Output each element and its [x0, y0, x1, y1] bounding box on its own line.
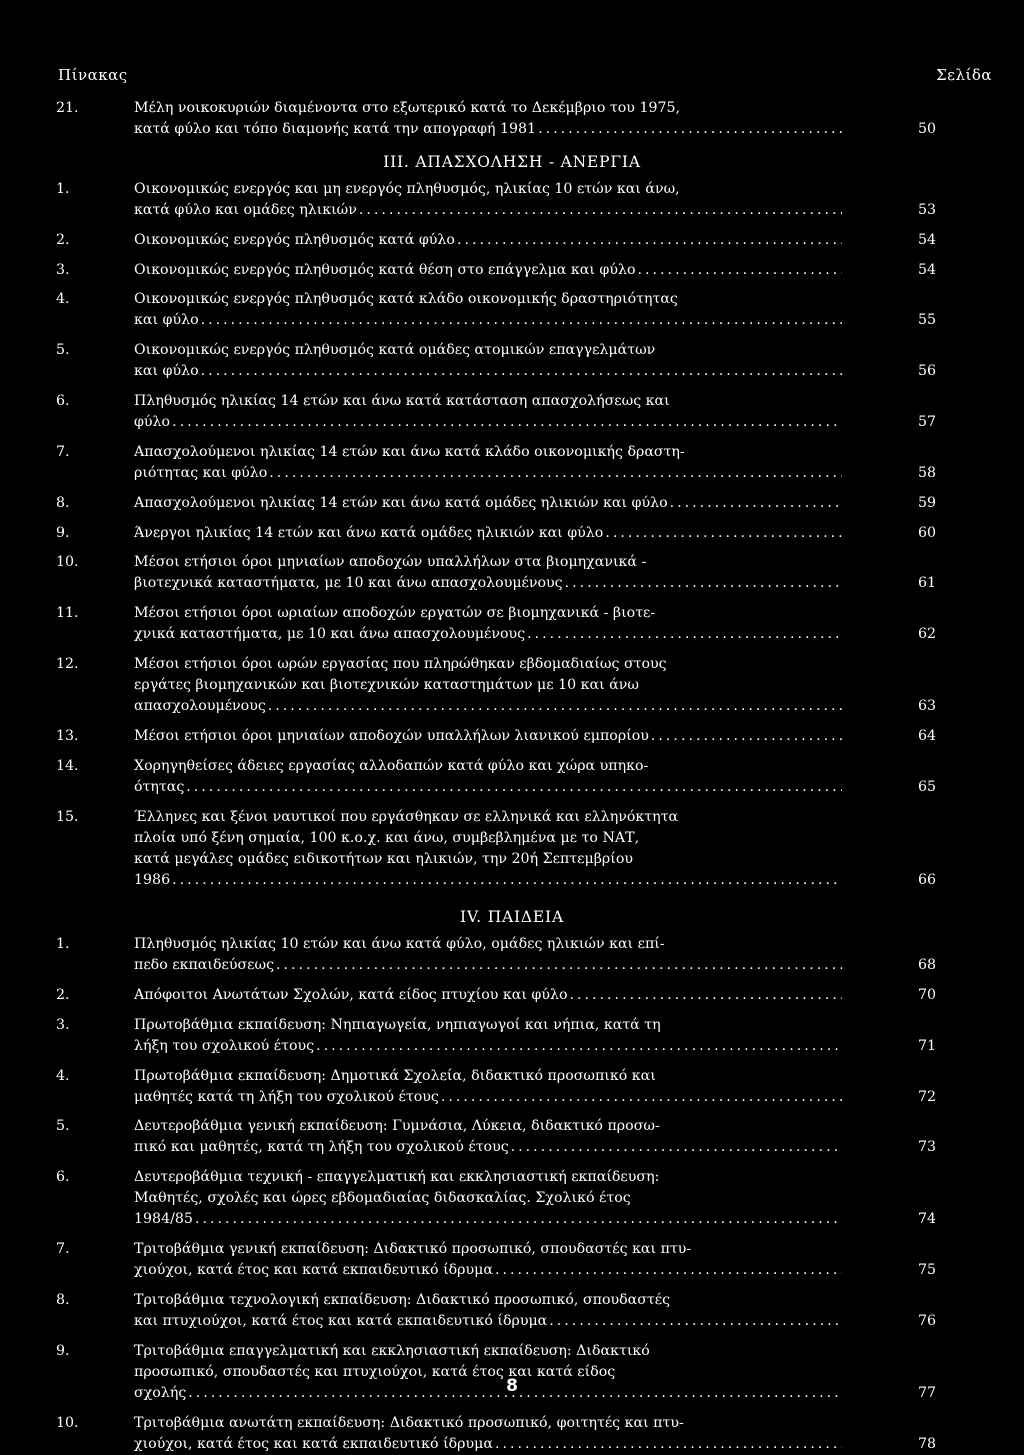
- entry-title: [134, 1015, 842, 1057]
- entry-page-number: 58: [917, 464, 936, 481]
- entry-title: [134, 493, 842, 514]
- entry-title-line: Έλληνες και ξένοι ναυτικοί που εργάσθηκαν σε ελληνικά και ελληνόκτητα: [134, 808, 679, 825]
- entry-title-line: Οικονομικώς ενεργός και μη ενεργός πληθυσμός, ηλικίας 10 ετών και άνω,: [134, 180, 680, 197]
- entry-number: 1.: [56, 180, 70, 197]
- entry-title: [134, 289, 842, 331]
- toc-entry: [56, 934, 936, 976]
- entry-number: 21.: [56, 100, 79, 116]
- entry-number: 7.: [56, 1241, 70, 1258]
- toc-entry: [56, 289, 936, 331]
- page-number: 8: [506, 1376, 518, 1396]
- entry-number: 4.: [56, 291, 70, 308]
- entry-page-number: 53: [917, 201, 936, 218]
- entry-title-line: Απόφοιτοι Ανωτάτων Σχολών, κατά είδος πτυχίου και φύλο: [134, 986, 568, 1003]
- entry-number: 8.: [56, 494, 70, 511]
- section-title-education: IV. ΠΑΙΔΕΙΑ: [460, 908, 564, 926]
- entry-title-line: και φύλο: [134, 363, 199, 380]
- toc-entry: [56, 179, 936, 221]
- entry-title-line: βιοτεχνικά καταστήματα, με 10 και άνω απασχολουμένους: [134, 575, 563, 592]
- entry-title-line: Οικονομικώς ενεργός πληθυσμός κατά ομάδες ατομικών επαγγελμάτων: [134, 342, 656, 359]
- entry-title-line: Μέλη νοικοκυριών διαμένοντα στο εξωτερικό κατά το Δεκέμβριο του 1975,: [134, 100, 681, 116]
- entry-number: 3.: [56, 1016, 70, 1033]
- entry-page-number: 65: [917, 778, 936, 795]
- dot-leader: [670, 493, 842, 514]
- entry-title-line: Τριτοβάθμια τεχνολογική εκπαίδευση: Διδακτικό προσωπικό, σπουδαστές: [134, 1292, 671, 1309]
- entry-number: 9.: [56, 524, 70, 541]
- dot-leader: [195, 1209, 842, 1230]
- toc-entry: [56, 603, 936, 645]
- entry-page-number: 73: [917, 1139, 936, 1156]
- entry-page-number: 68: [917, 957, 936, 973]
- entry-title-line: πλοία υπό ξένη σημαία, 100 κ.ο.χ. και άνω, συμβεβλημένα με το ΝΑΤ,: [134, 829, 640, 846]
- dot-leader: [268, 696, 842, 717]
- entry-page-number: 76: [917, 1313, 936, 1330]
- entry-title-line: Οικονομικώς ενεργός πληθυσμός κατά κλάδο οικονομικής δραστηριότητας: [134, 291, 678, 308]
- entry-title-line: Πληθυσμός ηλικίας 10 ετών και άνω κατά φύλο, ομάδες ηλικιών και επί-: [134, 936, 665, 952]
- entry-title: [134, 230, 842, 251]
- toc-entry: [56, 1239, 936, 1281]
- entry-title-line: κατά μεγάλες ομάδες ειδικοτήτων και ηλικιών, την 20ή Σεπτεμβρίου: [134, 850, 633, 867]
- dot-leader: [495, 1260, 842, 1281]
- dot-leader: [527, 624, 842, 645]
- entry-title-line: προσωπικό, σπουδαστές και πτυχιούχοι, κατά έτος και κατά είδος: [134, 1364, 616, 1381]
- entry-title: [134, 934, 842, 976]
- toc-entry: [56, 654, 936, 717]
- header-page-label: Σελίδα: [936, 66, 992, 84]
- dot-leader: [638, 260, 842, 281]
- entry-number: 14.: [56, 757, 79, 774]
- dot-leader: [186, 777, 842, 798]
- entry-title: [134, 523, 842, 544]
- entry-title-line: Μέσοι ετήσιοι όροι ωριαίων αποδοχών εργατών σε βιομηχανικά - βιοτε-: [134, 605, 656, 622]
- toc-entry: [56, 1167, 936, 1230]
- entry-title-line: χιούχοι, κατά έτος και κατά εκπαιδευτικό ίδρυμα: [134, 1436, 493, 1453]
- entry-number: 13.: [56, 728, 79, 745]
- entry-title-line: πικό και μαθητές, κατά τη λήξη του σχολικού έτους: [134, 1139, 509, 1156]
- toc-entry: [56, 442, 936, 484]
- entry-title-line: Απασχολούμενοι ηλικίας 14 ετών και άνω κατά ομάδες ηλικιών και φύλο: [134, 494, 668, 511]
- entry-title-line: Πρωτοβάθμια εκπαίδευση: Νηπιαγωγεία, νηπιαγωγοί και νήπια, κατά τη: [134, 1016, 661, 1033]
- entry-page-number: 63: [917, 698, 936, 714]
- toc-entry: [56, 1413, 936, 1455]
- entry-title-line: φύλο: [134, 414, 171, 430]
- dot-leader: [538, 119, 842, 140]
- header-table-label: Πίνακας: [58, 66, 128, 84]
- entry-title: [134, 756, 842, 798]
- entry-title-line: Δευτεροβάθμια γενική εκπαίδευση: Γυμνάσια, Λύκεια, διδακτικό προσω-: [134, 1118, 660, 1135]
- entry-title: [134, 1066, 842, 1108]
- entry-title: [134, 442, 842, 484]
- dot-leader: [172, 412, 842, 433]
- toc-entry: [56, 98, 936, 140]
- entry-number: 8.: [56, 1292, 70, 1309]
- entry-page-number: 70: [917, 986, 936, 1003]
- toc-entry: [56, 493, 936, 514]
- entry-page-number: 59: [917, 494, 936, 511]
- toc-entry: [56, 1116, 936, 1158]
- entry-page-number: 64: [917, 728, 936, 745]
- entry-title-line: Χορηγηθείσες άδειες εργασίας αλλοδαπών κατά φύλο και χώρα υπηκο-: [134, 757, 649, 774]
- entry-title-line: ότητας: [134, 778, 185, 795]
- entry-title: [134, 1116, 842, 1158]
- entry-page-number: 74: [917, 1211, 936, 1228]
- entry-title: [134, 654, 842, 717]
- entry-number: 2.: [56, 986, 70, 1003]
- entry-title-line: 1984/85: [134, 1211, 193, 1228]
- entry-page-number: 57: [917, 414, 936, 430]
- entry-number: 7.: [56, 443, 70, 460]
- entry-number: 10.: [56, 554, 79, 571]
- entry-title-line: κατά φύλο και ομάδες ηλικιών: [134, 201, 357, 218]
- entry-title-line: Δευτεροβάθμια τεχνική - επαγγελματική και εκκλησιαστική εκπαίδευση:: [134, 1169, 660, 1186]
- entry-title: [134, 391, 842, 433]
- entry-title-line: μαθητές κατά τη λήξη του σχολικού έτους: [134, 1088, 439, 1105]
- entry-title-line: κατά φύλο και τόπο διαμονής κατά την απογραφή 1981: [134, 121, 537, 137]
- entry-title: [134, 1167, 842, 1230]
- toc-entry: [56, 756, 936, 798]
- dot-leader: [441, 1087, 842, 1108]
- entry-page-number: 50: [917, 121, 936, 137]
- entry-title: [134, 260, 842, 281]
- entry-number: 2.: [56, 231, 70, 248]
- entry-page-number: 75: [917, 1262, 936, 1279]
- toc-entry: [56, 985, 936, 1006]
- toc-entry: [56, 523, 936, 544]
- entry-title-line: 1986: [134, 871, 171, 888]
- dot-leader: [495, 1434, 842, 1455]
- dot-leader: [511, 1137, 842, 1158]
- dot-leader: [172, 870, 842, 891]
- entry-title-line: Μαθητές, σχολές και ώρες εβδομαδιαίας διδασκαλίας. Σχολικό έτος: [134, 1190, 631, 1207]
- dot-leader: [457, 230, 842, 251]
- entry-title-line: εργάτες βιομηχανικών και βιοτεχνικών καταστημάτων με 10 και άνω: [134, 677, 639, 693]
- entry-title: [134, 1413, 842, 1455]
- entry-number: 10.: [56, 1415, 79, 1432]
- entry-number: 5.: [56, 342, 70, 359]
- entry-title-line: Οικονομικώς ενεργός πληθυσμός κατά θέση στο επάγγελμα και φύλο: [134, 261, 636, 278]
- dot-leader: [359, 200, 842, 221]
- dot-leader: [570, 985, 843, 1006]
- toc-entry: [56, 340, 936, 382]
- entry-page-number: 62: [917, 626, 936, 643]
- entry-title-line: Οικονομικώς ενεργός πληθυσμός κατά φύλο: [134, 231, 455, 248]
- entry-title: [134, 98, 842, 140]
- toc-entry: [56, 230, 936, 251]
- entry-number: 3.: [56, 261, 70, 278]
- toc-entry: [56, 807, 936, 891]
- entry-number: 11.: [56, 605, 79, 622]
- entry-page-number: 60: [917, 524, 936, 541]
- entry-number: 1.: [56, 936, 70, 952]
- entry-number: 12.: [56, 656, 79, 672]
- entry-title-line: Πληθυσμός ηλικίας 14 ετών και άνω κατά κατάσταση απασχολήσεως και: [134, 393, 670, 409]
- dot-leader: [605, 523, 842, 544]
- entry-title: [134, 340, 842, 382]
- toc-entry: [56, 1290, 936, 1332]
- dot-leader: [201, 310, 842, 331]
- entry-title-line: Πρωτοβάθμια εκπαίδευση: Δημοτικά Σχολεία, διδακτικό προσωπικό και: [134, 1067, 656, 1084]
- entry-title-line: χιούχοι, κατά έτος και κατά εκπαιδευτικό ίδρυμα: [134, 1262, 493, 1279]
- dot-leader: [269, 463, 842, 484]
- toc-entry: [56, 1015, 936, 1057]
- entry-title-line: Άνεργοι ηλικίας 14 ετών και άνω κατά ομάδες ηλικιών και φύλο: [134, 524, 604, 541]
- entry-title-line: Μέσοι ετήσιοι όροι ωρών εργασίας που πληρώθηκαν εβδομαδιαίως στους: [134, 656, 667, 672]
- entry-number: 5.: [56, 1118, 70, 1135]
- entry-title: [134, 1290, 842, 1332]
- entry-title-line: Τριτοβάθμια επαγγελματική και εκκλησιαστική εκπαίδευση: Διδακτικό: [134, 1343, 650, 1360]
- entry-title: [134, 603, 842, 645]
- entry-page-number: 54: [917, 231, 936, 248]
- entry-title-line: απασχολουμένους: [134, 698, 266, 714]
- entry-number: 15.: [56, 808, 79, 825]
- toc-entry: [56, 260, 936, 281]
- section-title-employment: III. ΑΠΑΣΧΟΛΗΣΗ - ΑΝΕΡΓΙΑ: [383, 152, 641, 171]
- toc-entry: [56, 391, 936, 433]
- entry-page-number: 55: [917, 312, 936, 329]
- entry-title-line: και πτυχιούχοι, κατά έτος και κατά εκπαιδευτικό ίδρυμα: [134, 1313, 548, 1330]
- entry-title: [134, 807, 842, 891]
- dot-leader: [316, 1036, 842, 1057]
- dot-leader: [549, 1311, 842, 1332]
- entry-title-line: λήξη του σχολικού έτους: [134, 1037, 315, 1054]
- entry-page-number: 78: [917, 1436, 936, 1453]
- entry-number: 4.: [56, 1067, 70, 1084]
- entry-title: [134, 552, 842, 594]
- entry-page-number: 71: [917, 1037, 936, 1054]
- entry-title: [134, 1239, 842, 1281]
- entry-title-line: Απασχολούμενοι ηλικίας 14 ετών και άνω κατά κλάδο οικονομικής δραστη-: [134, 443, 685, 460]
- entry-page-number: 56: [917, 363, 936, 380]
- entry-title-line: σχολής: [134, 1385, 187, 1402]
- entry-page-number: 77: [917, 1385, 936, 1402]
- entry-title: [134, 985, 842, 1006]
- entry-title: [134, 726, 842, 747]
- entry-title-line: Τριτοβάθμια γενική εκπαίδευση: Διδακτικό προσωπικό, σπουδαστές και πτυ-: [134, 1241, 692, 1258]
- entry-number: 6.: [56, 393, 70, 409]
- entry-number: 6.: [56, 1169, 70, 1186]
- dot-leader: [651, 726, 842, 747]
- entry-number: 9.: [56, 1343, 70, 1360]
- entry-page-number: 61: [917, 575, 936, 592]
- entry-title-line: και φύλο: [134, 312, 199, 329]
- dot-leader: [201, 361, 842, 382]
- dot-leader: [276, 955, 842, 976]
- entry-page-number: 72: [917, 1088, 936, 1105]
- entry-title-line: Μέσοι ετήσιοι όροι μηνιαίων αποδοχών υπαλλήλων λιανικού εμπορίου: [134, 728, 649, 745]
- entry-title: [134, 179, 842, 221]
- entry-title-line: ριότητας και φύλο: [134, 464, 268, 481]
- entry-title-line: Τριτοβάθμια ανωτάτη εκπαίδευση: Διδακτικό προσωπικό, φοιτητές και πτυ-: [134, 1415, 684, 1432]
- toc-entry: [56, 1066, 936, 1108]
- entry-page-number: 66: [917, 871, 936, 888]
- entry-title-line: χνικά καταστήματα, με 10 και άνω απασχολουμένους: [134, 626, 526, 643]
- dot-leader: [565, 573, 842, 594]
- toc-entry: [56, 726, 936, 747]
- entry-title-line: Μέσοι ετήσιοι όροι μηνιαίων αποδοχών υπαλλήλων στα βιομηχανικά -: [134, 554, 647, 571]
- entry-page-number: 54: [917, 261, 936, 278]
- toc-entry: [56, 552, 936, 594]
- entry-title-line: πεδο εκπαιδεύσεως: [134, 957, 275, 973]
